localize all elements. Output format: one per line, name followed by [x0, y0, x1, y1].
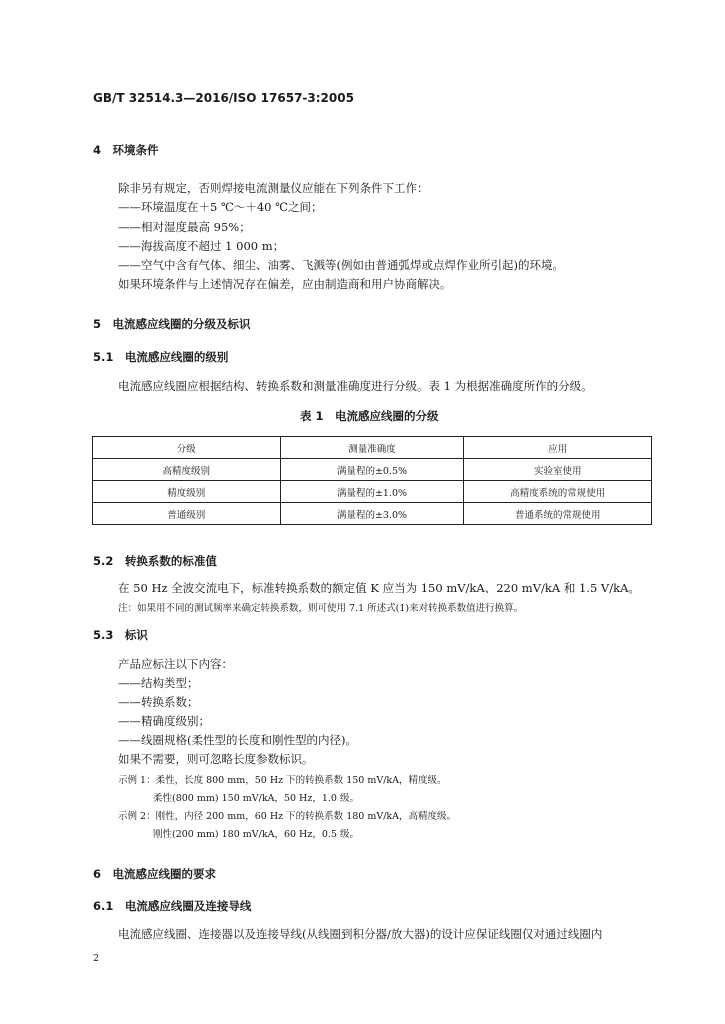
table-header-cell: 分级 [93, 437, 281, 459]
section-5-3-outro: 如果不需要，则可忽略长度参数标识。 [118, 752, 314, 766]
section-4-title: 4 环境条件 [93, 143, 159, 157]
table-cell: 高精度系统的常规使用 [464, 481, 652, 503]
page-number: 2 [93, 953, 100, 964]
section-4-outro: 如果环境条件与上述情况存在偏差，应由制造商和用户协商解决。 [118, 277, 452, 291]
document-header: GB/T 32514.3—2016/ISO 17657-3:2005 [93, 91, 354, 105]
table-cell: 满量程的±1.0% [280, 481, 464, 503]
table-row [93, 459, 652, 481]
section-6-title: 6 电流感应线圈的要求 [93, 867, 217, 881]
section-4-item-2: ——相对湿度最高 95%； [118, 220, 251, 234]
section-5-2-note: 注：如果用不同的测试频率来确定转换系数，则可使用 7.1 所述式(1)来对转换系数值进行换算。 [118, 603, 524, 614]
table-cell: 普通级别 [93, 503, 281, 525]
table-cell: 实验室使用 [464, 459, 652, 481]
section-4-item-3: ——海拔高度不超过 1 000 m； [118, 239, 285, 253]
table-header-cell: 测量准确度 [280, 437, 464, 459]
table-header-row [93, 437, 652, 459]
section-4-item-1: ——环境温度在＋5 ℃～＋40 ℃之间； [118, 200, 323, 214]
section-4-intro: 除非另有规定，否则焊接电流测量仪应能在下列条件下工作： [118, 181, 429, 195]
example-2-line-1: 示例 2：刚性，内径 200 mm，60 Hz 下的转换系数 180 mV/kA，高精度级。 [118, 811, 457, 822]
example-1-line-2: 柔性(800 mm) 150 mV/kA，50 Hz，1.0 级。 [153, 793, 359, 804]
section-5-3-item-2: ——转换系数； [118, 695, 199, 709]
table-cell: 满量程的±0.5% [280, 459, 464, 481]
table-cell: 满量程的±3.0% [280, 503, 464, 525]
section-5-1-title: 5.1 电流感应线圈的级别 [93, 350, 229, 364]
section-4-item-4: ——空气中含有气体、细尘、油雾、飞溅等(例如由普通弧焊或点焊作业所引起)的环境。 [118, 258, 564, 272]
section-5-2-title: 5.2 转换系数的标准值 [93, 554, 217, 568]
section-6-1-title: 6.1 电流感应线圈及连接导线 [93, 899, 252, 913]
classification-table [92, 436, 652, 525]
table-cell: 高精度级别 [93, 459, 281, 481]
section-6-1-text: 电流感应线圈、连接器以及连接导线(从线圈到积分器/放大器)的设计应保证线圈仅对通过线圈内 [118, 927, 603, 941]
table-header-cell: 应用 [464, 437, 652, 459]
section-5-3-item-1: ——结构类型； [118, 676, 199, 690]
section-5-2-text: 在 50 Hz 全波交流电下，标准转换系数的额定值 K 应当为 150 mV/kA、220 mV/kA 和 1.5 V/kA。 [118, 581, 640, 595]
example-1-line-1: 示例 1：柔性，长度 800 mm，50 Hz 下的转换系数 150 mV/kA，精度级。 [118, 775, 447, 786]
table-1-caption: 表 1 电流感应线圈的分级 [300, 409, 439, 423]
example-2-line-2: 刚性(200 mm) 180 mV/kA，60 Hz，0.5 级。 [153, 829, 359, 840]
section-5-1-text: 电流感应线圈应根据结构、转换系数和测量准确度进行分级。表 1 为根据准确度所作的分级。 [118, 379, 593, 393]
section-5-3-item-4: ——线圈规格(柔性型的长度和刚性型的内径)。 [118, 733, 357, 747]
section-5-3-intro: 产品应标注以下内容： [118, 657, 233, 671]
section-5-3-title: 5.3 标识 [93, 628, 148, 642]
section-5-title: 5 电流感应线圈的分级及标识 [93, 317, 251, 331]
table-row [93, 481, 652, 503]
table-cell: 精度级别 [93, 481, 281, 503]
section-5-3-item-3: ——精确度级别； [118, 714, 210, 728]
table-row [93, 503, 652, 525]
table-cell: 普通系统的常规使用 [464, 503, 652, 525]
